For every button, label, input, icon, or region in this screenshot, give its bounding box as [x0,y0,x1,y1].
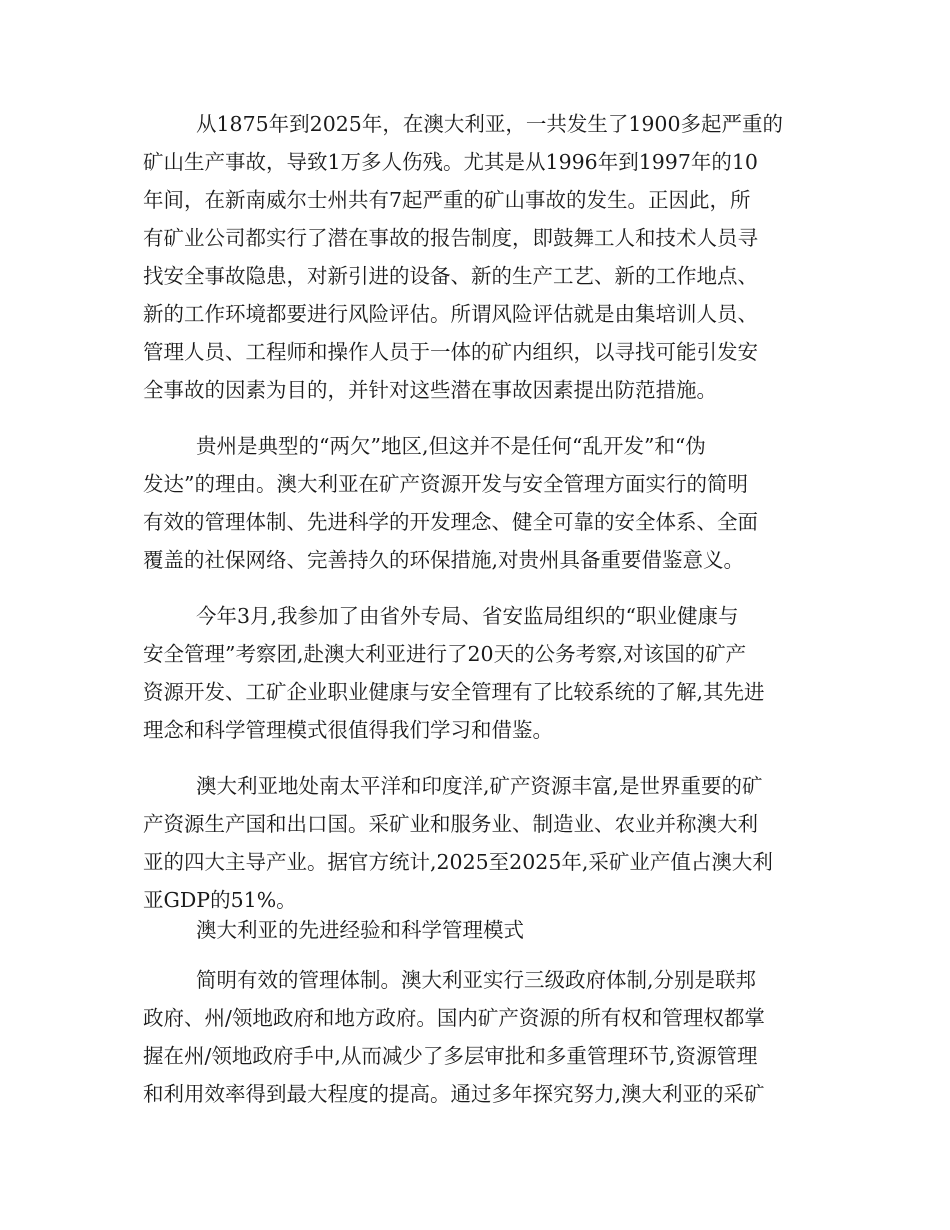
text-line: 理念和科学管理模式很值得我们学习和借鉴。 [143,718,553,742]
text-line: 覆盖的社保网络、完善持久的环保措施,对贵州具备重要借鉴意义。 [143,548,745,572]
text-line: 资源开发、工矿企业职业健康与安全管理有了比较系统的了解,其先进 [143,680,765,704]
text-line: 贵州是典型的“两欠”地区,但这并不是任何“乱开发”和“伪 [196,434,706,458]
text-line: 和利用效率得到最大程度的提高。通过多年探究努力,澳大利亚的采矿 [143,1082,765,1106]
text-line: 有矿业公司都实行了潜在事故的报告制度，即鼓舞工人和技术人员寻 [143,226,758,250]
text-line: 握在州/领地政府手中,从而减少了多层审批和多重管理环节,资源管理 [143,1044,758,1068]
section-heading-text: 澳大利亚的先进经验和科学管理模式 [196,918,524,942]
text-line: 有效的管理体制、先进科学的开发理念、健全可靠的安全体系、全面 [143,510,758,534]
text-line: 全事故的因素为目的，并针对这些潜在事故因素提出防范措施。 [143,378,717,402]
text-line: 新的工作环境都要进行风险评估。所谓风险评估就是由集培训人员、 [143,302,758,326]
text-line: 找安全事故隐患，对新引进的设备、新的生产工艺、新的工作地点、 [143,264,758,288]
text-line: 产资源生产国和出口国。采矿业和服务业、制造业、农业并称澳大利 [143,812,758,836]
text-line: 政府、州/领地政府和地方政府。国内矿产资源的所有权和管理权都掌 [143,1006,765,1030]
text-line: 澳大利亚地处南太平洋和印度洋,矿产资源丰富,是世界重要的矿 [196,774,763,798]
text-line: 今年3月,我参加了由省外专局、省安监局组织的“职业健康与 [196,604,739,628]
text-line: 从1875年到2025年，在澳大利亚，一共发生了1900多起严重的 [196,112,784,136]
text-line: 简明有效的管理体制。澳大利亚实行三级政府体制,分别是联邦 [196,968,757,992]
text-line: 年间，在新南威尔士州共有7起严重的矿山事故的发生。正因此，所 [143,188,751,212]
text-line: 管理人员、工程师和操作人员于一体的矿内组织，以寻找可能引发安 [143,340,758,364]
text-line: 亚GDP的51%。 [143,888,297,912]
text-line: 亚的四大主导产业。据官方统计,2025至2025年,采矿业产值占澳大利 [143,850,773,874]
text-line: 安全管理”考察团,赴澳大利亚进行了20天的公务考察,对该国的矿产 [143,642,747,666]
text-line: 矿山生产事故，导致1万多人伤残。尤其是从1996年到1997年的10 [143,150,758,174]
text-line: 发达”的理由。澳大利亚在矿产资源开发与安全管理方面实行的简明 [143,472,748,496]
